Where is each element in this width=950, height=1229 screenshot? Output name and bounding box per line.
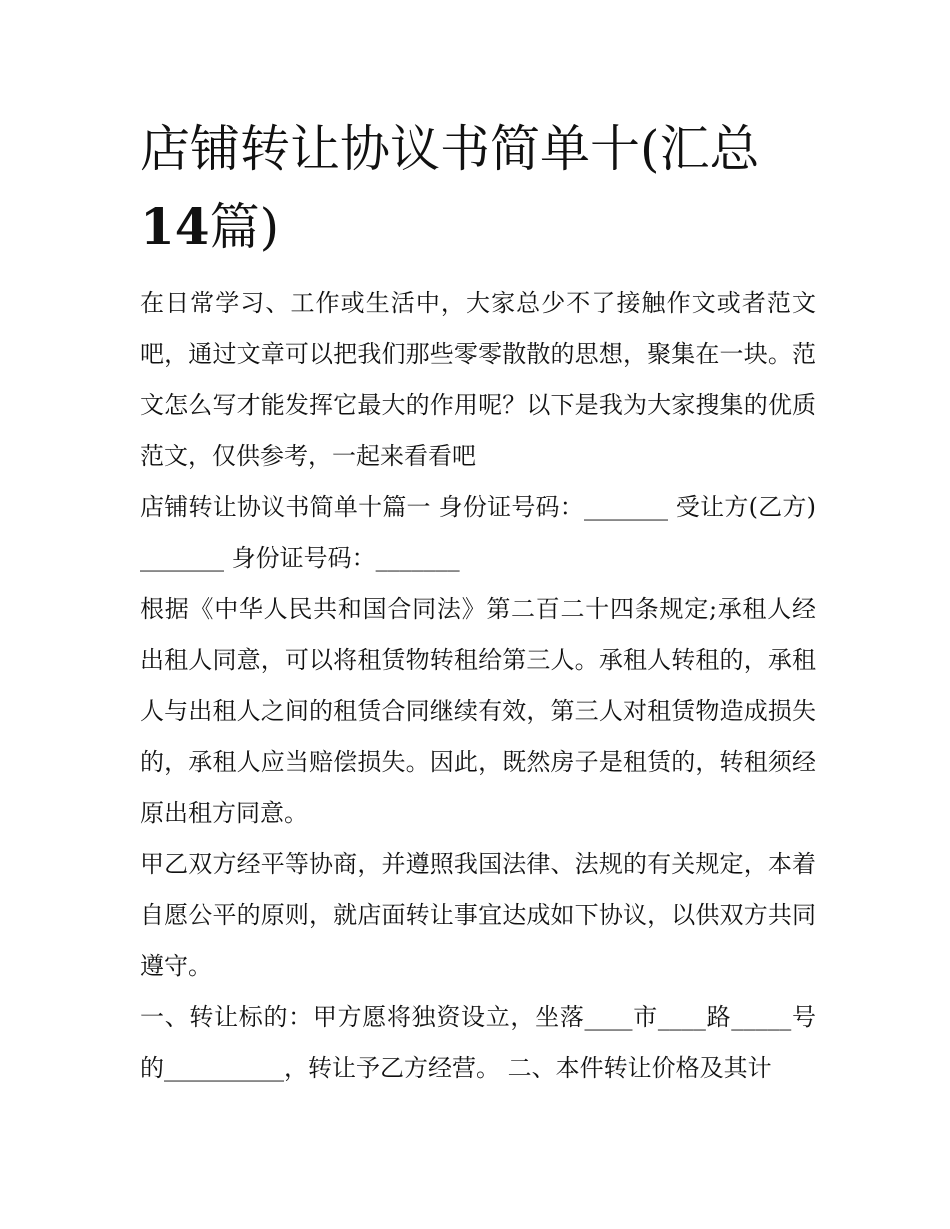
paragraph-intro: 在日常学习、工作或生活中，大家总少不了接触作文或者范文吧，通过文章可以把我们那些零零散散的思想，聚集在一块。范文怎么写才能发挥它最大的作用呢？以下是我为大家搜集的优质范文，仅供参考，一起来看看吧 — [140, 289, 816, 470]
paragraph-transfer-subject: 一、转让标的：甲方愿将独资设立，坐落____市____路_____号的__________，转让予乙方经营。 二、本件转让价格及其计 — [140, 1003, 816, 1082]
document-page — [140, 110, 816, 1094]
paragraph-agreement: 甲乙双方经平等协商，并遵照我国法律、法规的有关规定，本着自愿公平的原则，就店面转让事宜达成如下协议，以供双方共同遵守。 — [140, 850, 816, 980]
document-title: 店铺转让协议书简单十(汇总14篇) — [140, 120, 760, 256]
paragraph-legal-basis: 根据《中华人民共和国合同法》第二百二十四条规定;承租人经出租人同意，可以将租赁物转租给第三人。承租人转租的，承租人与出租人之间的租赁合同继续有效，第三人对租赁物造成损失的，承租人应当赔偿损失。因此，既然房子是租赁的，转租须经原出租方同意。 — [140, 595, 816, 827]
paragraph-parties: 店铺转让协议书简单十篇一 身份证号码：_______ 受让方(乙方)_______ 身份证号码：_______ — [140, 493, 816, 572]
title-number: 14 — [140, 197, 210, 256]
